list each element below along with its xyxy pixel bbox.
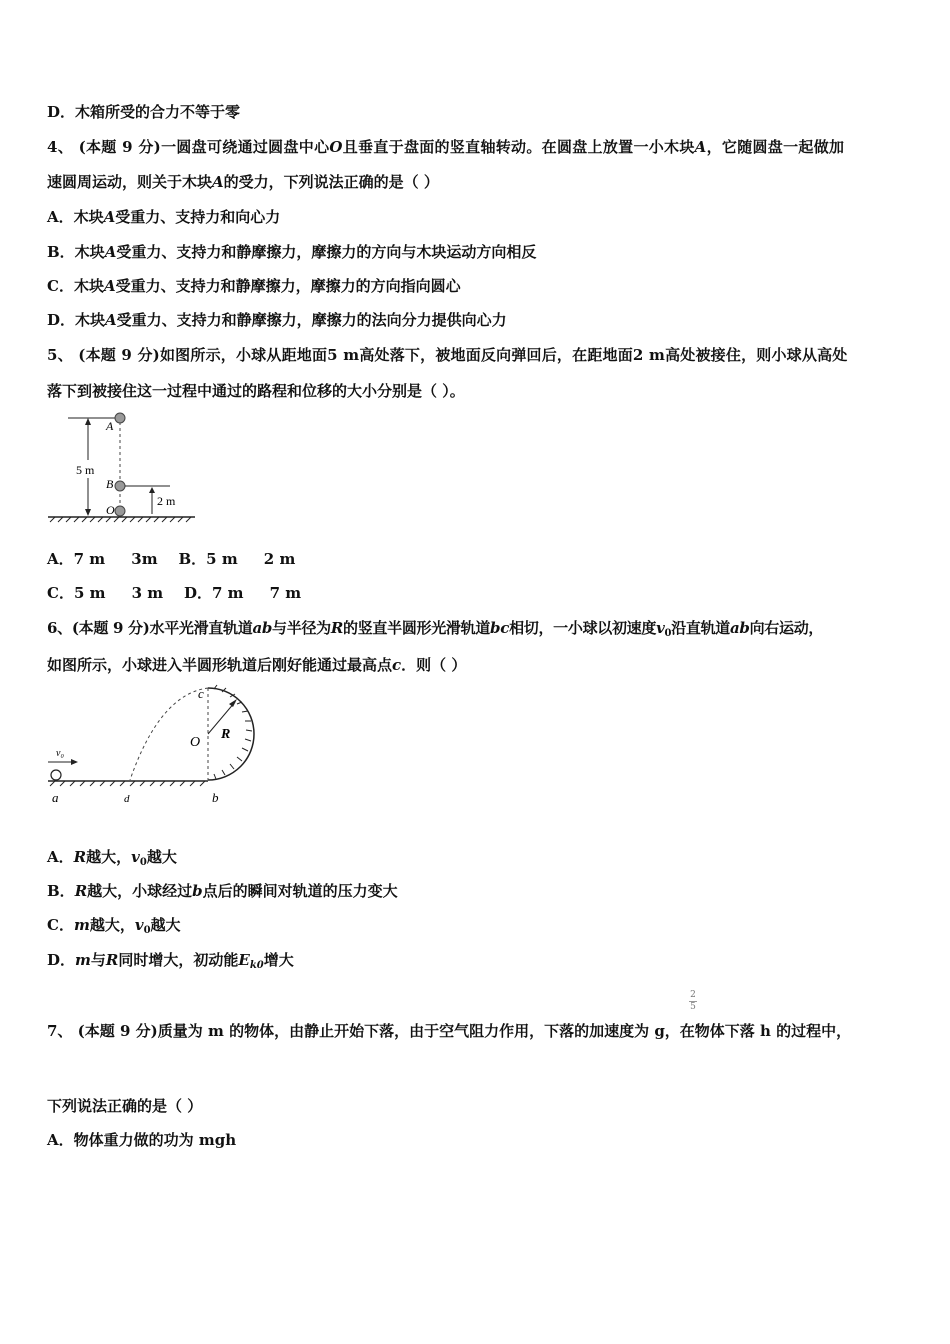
label-2m: 2 m xyxy=(157,494,176,508)
label-c: c xyxy=(198,686,204,701)
label-o: O xyxy=(106,503,115,517)
q4-stem-line1 xyxy=(47,137,844,157)
q6-option-a: A．R越大，$v_0$越大 xyxy=(47,848,177,868)
q4-stem-text: 的受力，下列说法正确的是（ ） xyxy=(223,173,439,191)
label-b: b xyxy=(212,790,219,805)
q5-options-row2: C．5 m 3 m D．7 m 7 m xyxy=(47,584,302,602)
q4-stem-text: ，它随圆盘一起做加 xyxy=(706,138,845,156)
arrow-icon xyxy=(229,699,237,707)
var-o: O xyxy=(329,138,343,156)
arrow-right-icon xyxy=(71,759,78,765)
q4-option-c: C．木块A受重力、支持力和静摩擦力，摩擦力的方向指向圆心 xyxy=(47,277,461,295)
semicircle-track xyxy=(208,688,254,780)
q5-stem-line1: 5、 (本题 9 分)如图所示，小球从距地面5 m高处落下，被地面反向弹回后，在距地面2 m高处被接住，则小球从高处 xyxy=(47,346,848,364)
label-5m: 5 m xyxy=(76,463,95,477)
ball-o xyxy=(115,506,125,516)
label-a: A xyxy=(106,419,114,433)
label-d: d xyxy=(124,793,130,805)
q4-option-d: D．木块A受重力、支持力和静摩擦力，摩擦力的法向分力提供向心力 xyxy=(47,311,507,329)
q6-stem-line1: 6、(本题 9 分)水平光滑直轨道ab与半径为R的竖直半圆形光滑轨道bc相切，一小球以初速度$v_0$沿直轨道ab向右运动， xyxy=(47,619,824,639)
label-v0: v₀ xyxy=(56,748,64,759)
q4-stem-text: 速圆周运动，则关于木块 xyxy=(47,173,213,191)
q6-figure xyxy=(40,684,255,809)
label-r: R xyxy=(221,727,231,742)
ball xyxy=(51,770,61,780)
arrow-down-icon xyxy=(85,509,91,516)
q5-figure xyxy=(40,408,210,528)
q7-stem-line2: 下列说法正确的是（ ） xyxy=(47,1097,203,1115)
q7-stem-line1: 7、 (本题 9 分)质量为 m 的物体，由静止开始下落，由于空气阻力作用，下落的加速度为 g，在物体下落 h 的过程中， xyxy=(47,1022,852,1040)
var-a: A xyxy=(212,173,224,191)
var-a: A xyxy=(694,138,707,156)
ball-b xyxy=(115,481,125,491)
label-o: O xyxy=(190,735,201,750)
q3-option-d: D．木箱所受的合力不等于零 xyxy=(47,103,241,121)
fraction-2-5: 2 5 xyxy=(690,990,696,1012)
q4-stem-line2 xyxy=(47,172,439,192)
projectile-path xyxy=(130,688,208,780)
label-b: B xyxy=(106,477,114,491)
track-hatch xyxy=(214,685,252,779)
q4-score: (本题 9 分) xyxy=(78,138,162,156)
q6-stem-line2: 如图所示，小球进入半圆形轨道后刚好能通过最高点c．则（ ） xyxy=(47,656,467,674)
q5-stem-line2: 落下到被接住这一过程中通过的路程和位移的大小分别是（ ）。 xyxy=(47,382,465,400)
ball-a xyxy=(115,413,125,423)
q4-option-b: B．木块A受重力、支持力和静摩擦力，摩擦力的方向与木块运动方向相反 xyxy=(47,243,537,261)
q4-option-a: A．木块A受重力、支持力和向心力 xyxy=(47,208,281,226)
arrow-up-icon xyxy=(85,418,91,425)
q6-option-d: D．m与R同时增大，初动能$E_{k0}$增大 xyxy=(47,951,294,971)
q4-number: 4、 xyxy=(47,138,74,156)
q4-stem-text: 且垂直于盘面的竖直轴转动。在圆盘上放置一小木块 xyxy=(342,138,695,156)
q6-option-b: B．R越大，小球经过b点后的瞬间对轨道的压力变大 xyxy=(47,882,398,900)
arrow-up-icon xyxy=(149,487,155,493)
q6-option-c: C．m越大，$v_0$越大 xyxy=(47,916,181,936)
q4-stem-text: 一圆盘可绕通过圆盘中心 xyxy=(161,138,330,156)
label-a: a xyxy=(52,790,59,805)
q7-option-a: A．物体重力做的功为 mgh xyxy=(47,1131,237,1149)
q5-options-row1: A．7 m 3m B．5 m 2 m xyxy=(47,550,296,568)
